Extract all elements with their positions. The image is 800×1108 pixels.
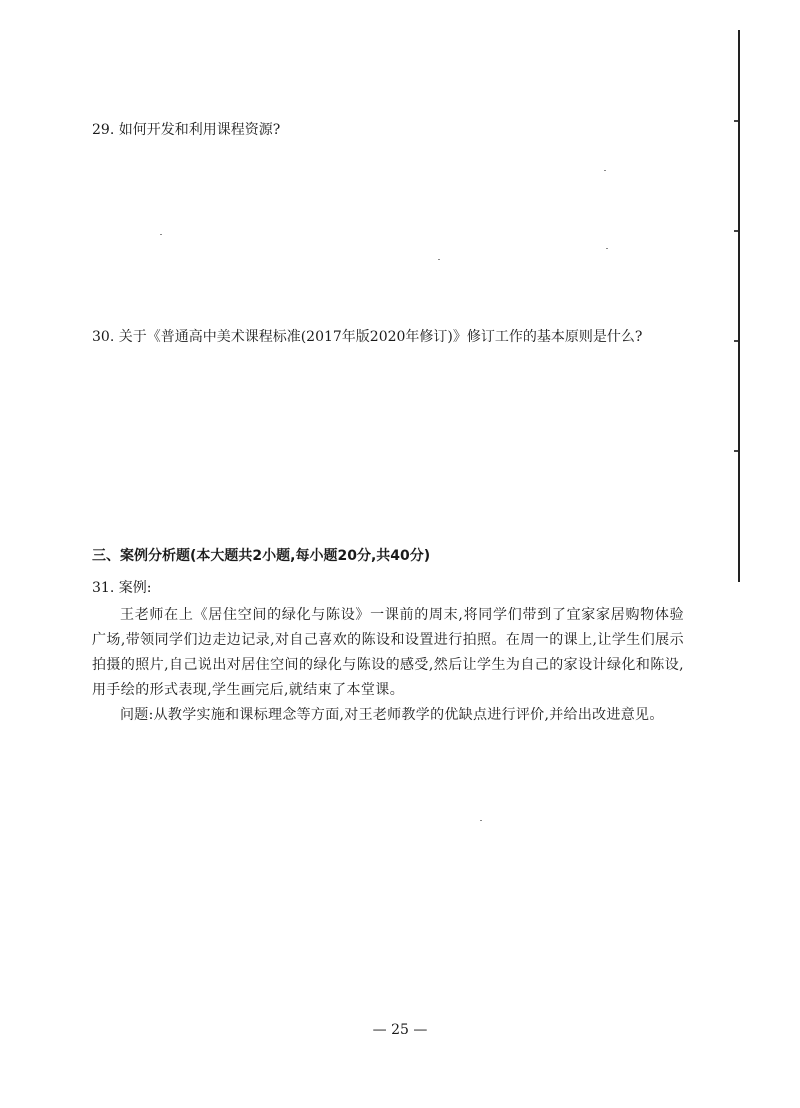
scan-speck bbox=[606, 248, 608, 249]
scan-speck bbox=[604, 170, 606, 171]
question-30: 30. 关于《普通高中美术课程标准(2017年版2020年修订)》修订工作的基本原则是什么? bbox=[92, 329, 643, 345]
page-number: — 25 — bbox=[372, 1022, 428, 1038]
binding-mark bbox=[734, 450, 738, 452]
binding-mark bbox=[734, 340, 738, 342]
scan-speck bbox=[480, 820, 482, 821]
case-question: 问题:从教学实施和课标理念等方面,对王老师教学的优缺点进行评价,并给出改进意见。 bbox=[120, 707, 664, 723]
scan-speck bbox=[160, 234, 162, 235]
case-label: 31. 案例: bbox=[92, 580, 152, 596]
case-description: 王老师在上《居住空间的绿化与陈设》一课前的周末,将同学们带到了宜家家居购物体验广场,带领同学们边走边记录,对自己喜欢的陈设和设置进行拍照。在周一的课上,让学生们展示拍摄的照片,自己说出对居住空间的绿化与陈设的感受,然后让学生为自己的家设计绿化和陈设,用手绘的形式表现,学生画完后,就结束了本堂课。 bbox=[92, 607, 684, 698]
binding-mark bbox=[734, 120, 738, 122]
binding-line bbox=[738, 30, 740, 582]
binding-mark bbox=[734, 230, 738, 232]
question-29: 29. 如何开发和利用课程资源? bbox=[92, 122, 281, 138]
section-heading: 三、案例分析题(本大题共2小题,每小题20分,共40分) bbox=[92, 548, 431, 564]
scan-speck bbox=[438, 259, 440, 260]
